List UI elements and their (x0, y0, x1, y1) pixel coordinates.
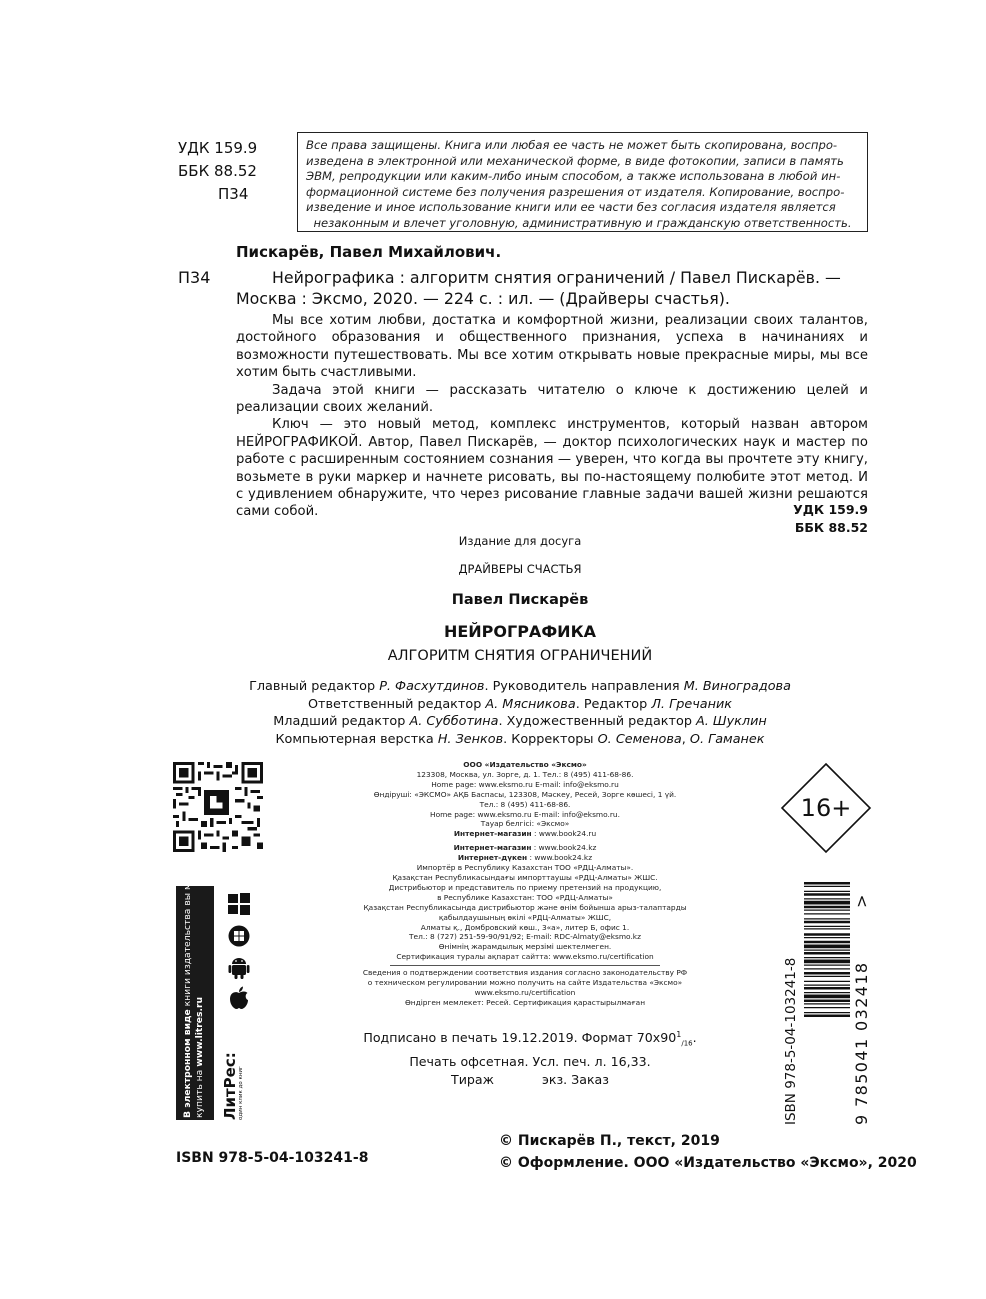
signed-to-print (300, 1026, 760, 1053)
certification-ru: Сведения о подтверждении соответствия издания согласно законодательству РФ (362, 968, 688, 978)
online-shop (345, 829, 705, 839)
format-sub: /16 (681, 1039, 693, 1048)
distributor-address: Алматы қ., Домбровский көш., 3«а», литер Б, офис 1. (420, 922, 630, 932)
litres-promo-text (182, 852, 205, 1118)
shop-url: : www.book24.kz (531, 843, 597, 853)
age-rating-text: 16+ (800, 794, 852, 822)
publisher-name: ООО «Издательство «Эксмо» (463, 760, 587, 769)
online-shop-kz (345, 843, 705, 853)
litres-logo-text: ЛитРес: (221, 1052, 239, 1120)
author-name: Павел Пискарёв (451, 592, 589, 608)
run-label: Тираж (451, 1071, 494, 1087)
print-run (300, 1071, 760, 1089)
shop-label: Интернет-магазин (453, 829, 532, 839)
litres-emphasis: В электронном виде (182, 1009, 193, 1118)
importer-kz: Қазақстан Республикасындағы импорттаушы «РДЦ-Алматы» ЖШС. (392, 872, 658, 882)
rights-line: незаконным и влечет уголовную, административную и гражданскую ответственность. (313, 215, 852, 230)
annotation (236, 312, 868, 521)
annotation-paragraph: Ключ — это новый метод, комплекс инструментов, который назван автором НЕЙРОГРАФИКОЙ. Автор, Павел Пискарёв, — доктор психологических наук и мастер по работе с расширенным состоянием сознания — уверен, что когда вы прочтете эту книгу, возьмете в руки маркер и начнете рисовать, вы по-настоящему полюбите этот метод. И с удивлением обнаружите, что через рисование главные задачи вашей жизни решаются сами собой. (236, 417, 868, 520)
certification-ru: о техническом регулировании можно получить на сайте Издательства «Эксмо» (367, 978, 683, 988)
shop-label: Интернет-магазин (453, 843, 532, 853)
litres-tagline: один клик до книг (238, 1066, 244, 1120)
credits-line (0, 731, 986, 749)
credits-line (0, 696, 986, 714)
credits (0, 678, 986, 748)
shop-label: Интернет-дүкен (457, 853, 528, 863)
litres-panel (176, 852, 214, 1120)
publisher-address: 123308, Москва, ул. Зорге, д. 1. Тел.: 8 (495) 411-68-86. (416, 769, 634, 779)
format-sup: 1 (676, 1030, 682, 1039)
online-shop-kz2 (345, 853, 705, 863)
role-label: . Корректоры (503, 731, 598, 747)
role-label: Младший редактор (273, 714, 410, 730)
trademark: Тауар белгісі: «Эксмо» (480, 819, 570, 829)
series-name: ДРАЙВЕРЫ СЧАСТЬЯ (458, 562, 582, 576)
country-of-origin: Өндірген мемлекет: Ресей. Сертификация қарастырылмаған (404, 997, 646, 1007)
print-info (300, 1026, 760, 1089)
role-label: . Художественный редактор (498, 714, 697, 730)
rights-line: изведена в электронной или механической форме, в виде фотокопии, записи в память (306, 153, 844, 168)
classification-block (178, 137, 257, 206)
distributor-line: Дистрибьютор и представитель по приему претензий на продукцию, (388, 882, 662, 892)
barcode-arrow: > (852, 894, 871, 908)
format-end: . (692, 1030, 697, 1046)
publisher-kz-tel: Тел.: 8 (495) 411-68-86. (479, 799, 571, 809)
credits-line (0, 713, 986, 731)
windows-icon (228, 893, 250, 915)
role-label: . Редактор (575, 696, 652, 712)
credits-line (0, 678, 986, 696)
person-name: О. Гаманек (689, 731, 765, 747)
litres-url: www.litres.ru (193, 996, 205, 1067)
distributor-line: в Республике Казахстан: ТОО «РДЦ-Алматы» (437, 892, 613, 902)
publisher-kz-web: Home page: www.eksmo.ru E-mail: info@eksmo.ru. (430, 809, 620, 819)
litres-line (194, 886, 206, 1118)
apple-icon (228, 986, 250, 1010)
person-name: Л. Гречаник (651, 696, 733, 712)
separator: , (681, 731, 690, 747)
person-name: Н. Зенков (437, 731, 504, 747)
person-name: А. Субботина (409, 714, 499, 730)
rights-line: изведение и иное использование книги или ее части без согласия издателя является (306, 200, 836, 215)
person-name: Р. Фасхутдинов (379, 679, 485, 694)
isbn: ISBN 978-5-04-103241-8 (176, 1150, 369, 1166)
litres-text: книги издательства вы можете (182, 852, 193, 1010)
copies-label: экз. Заказ (541, 1071, 609, 1087)
title-line-2: Москва : Эксмо, 2020. — 224 с. : ил. — (Драйверы счастья). (236, 289, 730, 308)
rights-notice-box (297, 132, 868, 232)
litres-text: купить на (193, 1066, 205, 1118)
certification-kz: Сертификация туралы ақпарат сайтта: www.eksmo.ru/certification (396, 952, 654, 962)
distributor-kz-line: Қазақстан Республикасында дистрибьютор және өнім бойынша арыз-талаптарды (363, 902, 687, 912)
bbk-code: ББК 88.52 (178, 162, 257, 180)
importer: Импортёр в Республику Казахстан ТОО «РДЦ-Алматы». (416, 863, 634, 873)
android-icon (228, 956, 250, 980)
litres-line (182, 852, 194, 1118)
annotation-paragraph: Задача этой книги — рассказать читателю о ключе к достижению целей и реализации своих желаний. (236, 382, 868, 416)
author-mark: П34 (218, 185, 249, 203)
role-label: . Руководитель направления (484, 679, 684, 694)
author-heading: Пискарёв, Павел Михайлович. (236, 243, 502, 261)
divider (390, 965, 660, 966)
person-name: О. Семенова (597, 731, 682, 747)
person-name: А. Мясникова (485, 696, 576, 712)
person-name: А. Шуклин (696, 714, 767, 730)
certification-ru: www.eksmo.ru/certification (474, 987, 576, 997)
qr-code (173, 762, 263, 852)
role-label: Главный редактор (249, 679, 380, 694)
distributor-tel: Тел.: 8 (727) 251-59-90/91/92; E-mail: RDC-Almaty@eksmo.kz (409, 932, 641, 942)
shop-url: : www.book24.kz (527, 853, 593, 863)
annotation-paragraph: Мы все хотим любви, достатка и комфортной жизни, реализации своих талантов, достойного образования и общественного признания, успеха в начинаниях и возможности путешествовать. Мы все хотим открывать новые прекрасные миры, мы все хотим быть счастливыми. (236, 313, 868, 381)
author-mark-left: П34 (178, 268, 211, 287)
book-title: НЕЙРОГРАФИКА (443, 622, 597, 641)
udk-code: УДК 159.9 (178, 139, 258, 157)
publisher-kz-maker: Өндіруші: «ЭКСМО» АҚБ Баспасы, 123308, Мәскеу, Ресей, Зорге көшесі, 1 үй. (373, 789, 677, 799)
copyright-line: © Оформление. ООО «Издательство «Эксмо», 2020 (499, 1155, 917, 1171)
copyright-line: © Пискарёв П., текст, 2019 (499, 1133, 720, 1149)
publisher-web: Home page: www.eksmo.ru E-mail: info@eksmo.ru (431, 779, 619, 789)
rights-line: Все права защищены. Книга или любая ее часть не может быть скопирована, воспро- (306, 138, 838, 152)
validity: Өнімнің жарамдылық мерзімі шектелмеген. (438, 942, 612, 952)
role-label: Компьютерная верстка (275, 731, 438, 747)
barcode-isbn-text: ISBN 978-5-04-103241-8 (783, 957, 799, 1125)
publisher-info (345, 760, 705, 1008)
rights-line: формационной системе без получения разрешения от издателя. Копирование, воспро- (306, 184, 845, 199)
title-line-1: Нейрографика : алгоритм снятия ограничений / Павел Пискарёв. — (272, 268, 841, 287)
udk-code: УДК 159.9 (793, 502, 868, 517)
shop-url: : www.book24.ru (531, 829, 597, 839)
role-label: Ответственный редактор (307, 696, 486, 712)
age-rating-badge (780, 762, 872, 854)
copyright (499, 1130, 917, 1174)
barcode-digits: 9 785041 032418 (852, 961, 871, 1125)
distributor-kz-line: қабылдаушының өкілі «РДЦ-Алматы» ЖШС, (438, 912, 612, 922)
person-name: М. Виноградова (683, 679, 791, 694)
printing-method: Печать офсетная. Усл. печ. л. 16,33. (409, 1053, 651, 1069)
signed-text: Подписано в печать 19.12.2019. Формат 70x90 (363, 1030, 677, 1046)
bbk-code: ББК 88.52 (794, 520, 868, 535)
classification-bottom (793, 501, 868, 537)
litres-logo (222, 1052, 245, 1120)
rights-line: ЭВМ, репродукции или каким-либо иным способом, а также использована в любой ин- (306, 169, 841, 184)
book-subtitle: АЛГОРИТМ СНЯТИЯ ОГРАНИЧЕНИЙ (387, 648, 653, 664)
edition-type: Издание для досуга (458, 534, 582, 548)
windows-phone-icon (228, 925, 250, 947)
